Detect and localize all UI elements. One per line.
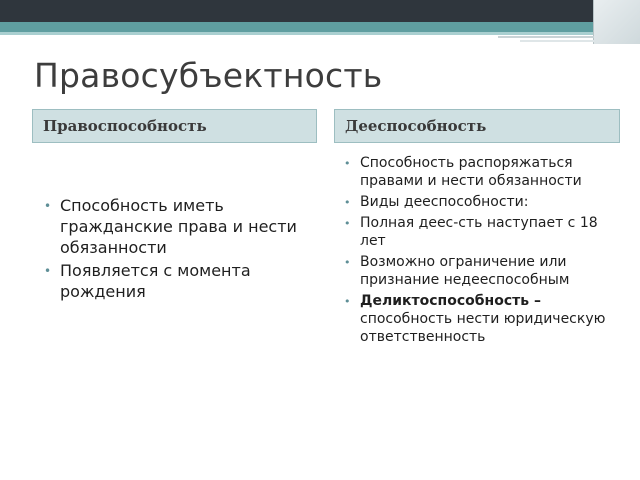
list-item-text: Способность распоряжаться правами и нести обязанности (360, 155, 582, 189)
left-column-header: Правоспособность (32, 109, 317, 143)
bullet-icon: • (44, 199, 52, 213)
list-item (344, 193, 624, 211)
list-item-text: Полная деес-сть наступает с 18 лет (360, 215, 598, 249)
slide-title: Правосубъектность (34, 56, 383, 95)
right-column-header: Дееспособность (334, 109, 620, 143)
list-item-text: Виды дееспособности: (360, 194, 529, 210)
corner-decoration-line (498, 36, 594, 38)
list-item-text: Появляется с момента рождения (60, 261, 251, 301)
list-item-text: Возможно ограничение или признание недееспособным (360, 254, 570, 288)
list-item (344, 154, 624, 190)
bullet-icon: • (44, 264, 52, 278)
bullet-icon: • (344, 295, 351, 308)
bullet-icon: • (344, 196, 351, 209)
term-bold: Деликтоспособность – (360, 293, 541, 309)
top-teal-accent-line (0, 32, 640, 35)
bullet-icon: • (344, 256, 351, 269)
list-item-text: способность нести юридическую ответственность (360, 311, 606, 345)
list-item (44, 195, 316, 258)
bullet-icon: • (344, 157, 351, 170)
right-bullet-list (344, 154, 624, 349)
list-item (44, 260, 316, 302)
top-dark-bar (0, 0, 640, 22)
bullet-icon: • (344, 217, 351, 230)
left-bullet-list (44, 195, 316, 304)
corner-decoration (593, 0, 640, 44)
top-teal-bar (0, 22, 640, 32)
list-item (344, 292, 624, 346)
list-item-text: Способность иметь гражданские права и нести обязанности (60, 196, 297, 257)
list-item (344, 214, 624, 250)
list-item (344, 253, 624, 289)
corner-decoration-line (520, 40, 594, 42)
